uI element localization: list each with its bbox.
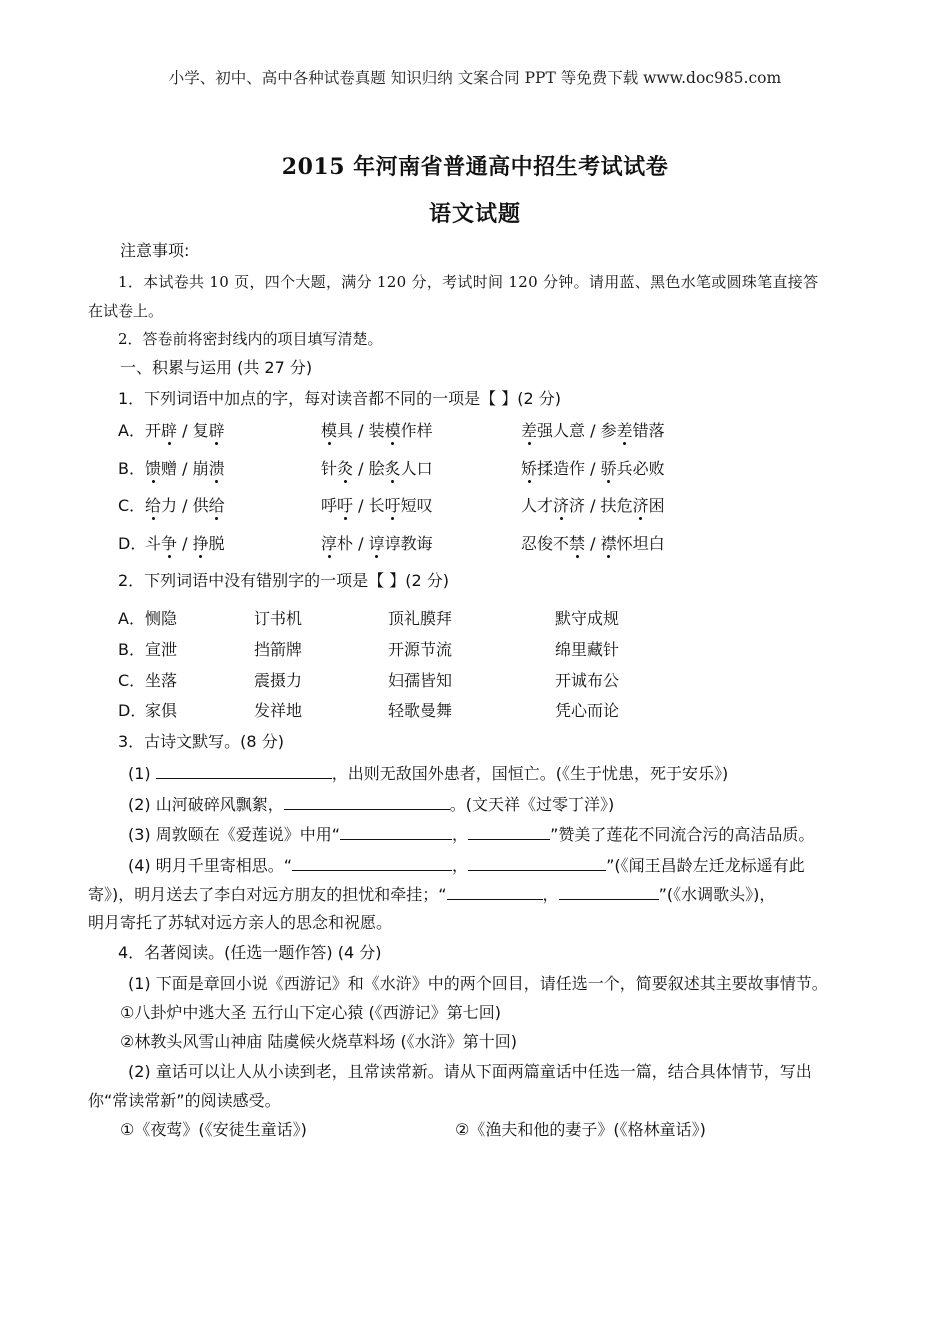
- q2-b-word4: 绵里藏针: [555, 640, 620, 659]
- q4-option-2: ②《渔夫和他的妻子》(《格林童话》): [455, 1120, 706, 1139]
- sentence-text: ”赞美了莲花不同流合污的高洁品质。: [550, 825, 815, 844]
- q3-stem: 3．古诗文默写。(8 分): [118, 732, 284, 751]
- dotted-char: 争: [161, 534, 178, 553]
- q1-b-word1: [145, 458, 225, 480]
- dotted-char: 吁: [337, 496, 354, 515]
- q1-option-d: [118, 533, 146, 555]
- notice-item-1-cont: 在试卷上。: [88, 302, 164, 320]
- dotted-char: 骄: [600, 459, 617, 478]
- q2-a-word2: 订书机: [254, 609, 303, 628]
- q2-d-word3: 轻歌曼舞: [388, 701, 453, 720]
- sentence-text: ，: [542, 885, 559, 904]
- dotted-char: 差: [521, 421, 538, 440]
- page-header: 小学、初中、高中各种试卷真题 知识归纳 文案合同 PPT 等免费下载 www.doc985.com: [168, 69, 782, 87]
- answer-blank[interactable]: [156, 762, 332, 779]
- word-part: 人才: [521, 496, 554, 515]
- q2-b-word2: 挡箭牌: [254, 640, 303, 659]
- dotted-char: 挣: [192, 534, 209, 553]
- dotted-char: 济: [553, 496, 570, 515]
- q1-d-word3: [521, 533, 665, 555]
- q2-option-a-label: A．: [118, 609, 145, 628]
- exam-title: 2015 年河南省普通高中招生考试试卷: [281, 154, 669, 180]
- option-label: B．: [118, 459, 145, 478]
- word-part: 具 / 装: [337, 421, 385, 440]
- word-part: 朴 /: [337, 534, 369, 553]
- sentence-text: (3) 周敦颐在《爱莲说》中用“: [128, 825, 341, 844]
- sentence-text: (4) 明月千里寄相思。“: [128, 856, 293, 875]
- q2-d-word2: 发祥地: [254, 701, 303, 720]
- dotted-char: 灸: [337, 459, 354, 478]
- q4-part-1: (1) 下面是章回小说《西游记》和《水浒》中的两个回目，请任选一个，简要叙述其主要故事情节。: [128, 974, 828, 993]
- q1-c-word2: [321, 495, 433, 517]
- answer-blank[interactable]: [468, 854, 606, 871]
- word-part: 脱: [208, 534, 225, 553]
- word-part: 怀坦白: [616, 534, 665, 553]
- q1-a-word2: [321, 420, 433, 442]
- dotted-char: 辟: [208, 421, 225, 440]
- dotted-char: 禁: [569, 534, 586, 553]
- word-part: /: [585, 534, 601, 553]
- q2-option-d-label: D．: [118, 701, 147, 720]
- q1-b-word3: [521, 458, 665, 480]
- word-part: 强人意 / 参: [537, 421, 617, 440]
- q2-d-word4: 凭心而论: [555, 701, 620, 720]
- q2-a-word1: 恻隐: [145, 609, 178, 628]
- word-part: / 崩: [177, 459, 209, 478]
- word-part: 兵必败: [616, 459, 665, 478]
- q4-part-2-cont: 你“常读常新”的阅读感受。: [88, 1091, 281, 1110]
- dotted-char: 给: [208, 496, 225, 515]
- q2-c-word4: 开诚布公: [555, 671, 620, 690]
- dotted-char: 襟: [600, 534, 617, 553]
- q2-option-c-label: C．: [118, 671, 146, 690]
- option-label: C．: [118, 496, 146, 515]
- option-label: A．: [118, 421, 145, 440]
- q1-b-word2: [321, 458, 433, 480]
- dotted-char: 谆: [368, 534, 385, 553]
- q3-sentence-4-line3: 明月寄托了苏轼对远方亲人的思念和祝愿。: [88, 913, 393, 932]
- dotted-char: 模: [321, 421, 338, 440]
- word-part: 开: [145, 421, 162, 440]
- q2-stem: 2．下列词语中没有错别字的一项是【 】(2 分): [118, 571, 450, 590]
- q1-c-word3: [521, 495, 665, 517]
- sentence-text: (1): [128, 764, 156, 783]
- answer-blank[interactable]: [340, 823, 452, 840]
- exam-subtitle: 语文试题: [428, 201, 521, 227]
- q2-c-word1: 坐落: [145, 671, 178, 690]
- word-part: 呼: [321, 496, 338, 515]
- word-part: / 长: [353, 496, 385, 515]
- word-part: 揉造作 /: [537, 459, 601, 478]
- q2-a-word3: 顶礼膜拜: [388, 609, 453, 628]
- q1-c-word1: [145, 495, 225, 517]
- word-part: 斗: [145, 534, 162, 553]
- option-label: D．: [118, 534, 147, 553]
- q2-c-word3: 妇孺皆知: [388, 671, 453, 690]
- q1-option-b: [118, 458, 145, 480]
- sentence-text: ，: [452, 856, 469, 875]
- notice-heading: 注意事项:: [120, 241, 190, 260]
- sentence-text: ，出则无敌国外患者，国恒亡。(《生于忧患，死于安乐》): [331, 764, 729, 783]
- q1-option-c: [118, 495, 145, 517]
- word-part: 赠: [161, 459, 178, 478]
- answer-blank[interactable]: [292, 854, 452, 871]
- dotted-char: 模: [384, 421, 401, 440]
- q1-a-word3: [521, 420, 665, 442]
- word-part: 济 / 扶危: [569, 496, 633, 515]
- q2-d-word1: 家俱: [145, 701, 178, 720]
- word-part: 力 / 供: [161, 496, 209, 515]
- word-part: 短叹: [400, 496, 433, 515]
- q2-b-word3: 开源节流: [388, 640, 453, 659]
- q3-sentence-4-line1: [128, 854, 805, 877]
- answer-blank[interactable]: [559, 883, 659, 900]
- answer-blank[interactable]: [447, 883, 543, 900]
- word-part: / 复: [177, 421, 209, 440]
- q1-d-word1: [145, 533, 225, 555]
- dotted-char: 辟: [161, 421, 178, 440]
- sentence-text: ”(《水调歌头》)，: [658, 885, 776, 904]
- q4-part-1-item-2: ②林教头风雪山神庙 陆虞候火烧草料场 (《水浒》第十回): [120, 1032, 518, 1051]
- q2-c-word2: 震摄力: [254, 671, 303, 690]
- dotted-char: 济: [632, 496, 649, 515]
- dotted-char: 差: [616, 421, 633, 440]
- sentence-text: 寄》)，明月送去了李白对远方朋友的担忧和牵挂；“: [88, 885, 447, 904]
- word-part: / 脍: [353, 459, 385, 478]
- q1-stem: 1．下列词语中加点的字，每对读音都不同的一项是【 】(2 分): [118, 389, 562, 408]
- section-1-heading: 一、积累与运用 (共 27 分): [120, 358, 313, 377]
- word-part: 错落: [632, 421, 665, 440]
- word-part: 人口: [400, 459, 433, 478]
- dotted-char: 馈: [145, 459, 162, 478]
- q4-part-1-item-1: ①八卦炉中逃大圣 五行山下定心猿 (《西游记》第七回): [120, 1003, 502, 1022]
- word-part: 忍俊不: [521, 534, 570, 553]
- dotted-char: 吁: [384, 496, 401, 515]
- dotted-char: 给: [145, 496, 162, 515]
- word-part: 作样: [400, 421, 433, 440]
- q2-a-word4: 默守成规: [555, 609, 620, 628]
- q4-part-2: (2) 童话可以让人从小读到老，且常读常新。请从下面两篇童话中任选一篇，结合具体情节，写出: [128, 1062, 812, 1081]
- dotted-char: 矫: [521, 459, 538, 478]
- q3-sentence-3: [128, 823, 814, 846]
- notice-item-1: 1．本试卷共 10 页，四个大题，满分 120 分，考试时间 120 分钟。请用蓝、黑色水笔或圆珠笔直接答: [118, 273, 819, 291]
- word-part: 针: [321, 459, 338, 478]
- q2-option-b-label: B．: [118, 640, 145, 659]
- q3-sentence-2: [128, 793, 614, 816]
- word-part: 谆教诲: [384, 534, 433, 553]
- notice-item-2: 2．答卷前将密封线内的项目填写清楚。: [118, 330, 383, 348]
- sentence-text: ”(《闻王昌龄左迁龙标遥有此: [606, 856, 805, 875]
- dotted-char: 炙: [384, 459, 401, 478]
- q3-sentence-4-line2: [88, 883, 775, 906]
- sentence-text: 。(文天祥《过零丁洋》): [449, 795, 615, 814]
- answer-blank[interactable]: [284, 793, 450, 810]
- q1-option-a: [118, 420, 145, 442]
- q1-d-word2: [321, 533, 433, 555]
- sentence-text: (2) 山河破碎风飘絮，: [128, 795, 284, 814]
- sentence-text: ，: [452, 825, 469, 844]
- word-part: /: [177, 534, 193, 553]
- q4-stem: 4．名著阅读。(任选一题作答) (4 分): [118, 943, 382, 962]
- dotted-char: 淳: [321, 534, 338, 553]
- q4-option-1: ①《夜莺》(《安徒生童话》): [120, 1120, 307, 1139]
- dotted-char: 溃: [208, 459, 225, 478]
- answer-blank[interactable]: [468, 823, 550, 840]
- q2-b-word1: 宣泄: [145, 640, 178, 659]
- q1-a-word1: [145, 420, 225, 442]
- word-part: 困: [648, 496, 665, 515]
- q3-sentence-1: [128, 762, 728, 785]
